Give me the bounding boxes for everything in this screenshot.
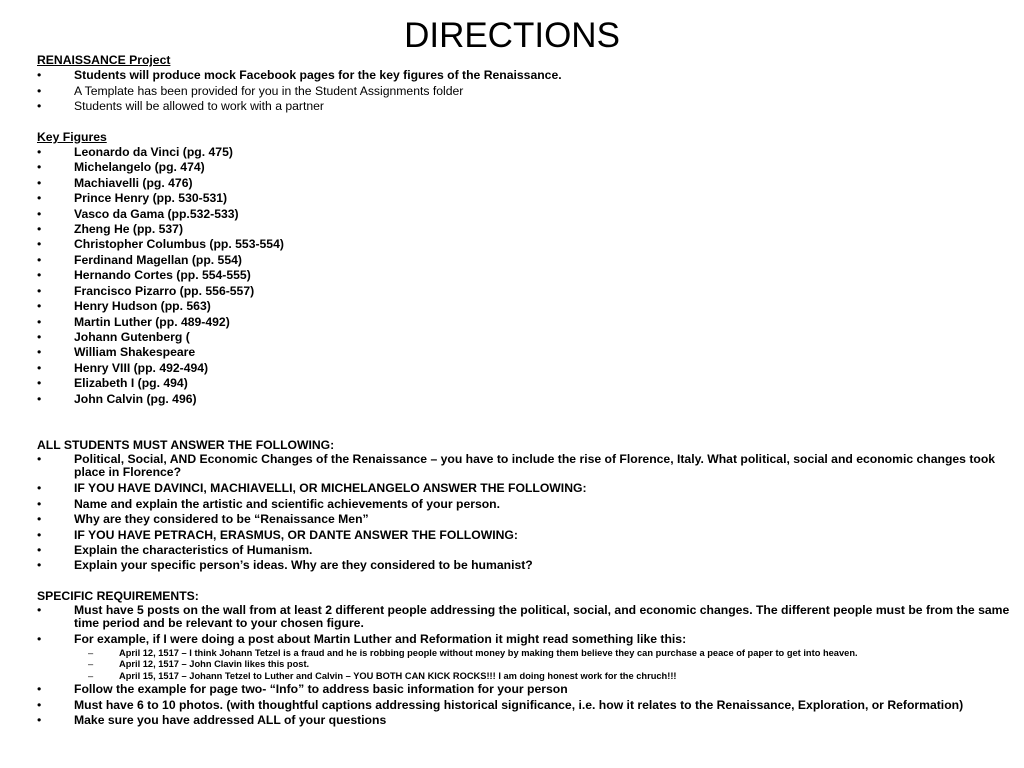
list-item	[37, 68, 1017, 83]
key-figure-text: Martin Luther (pp. 489-492)	[74, 314, 230, 329]
key-figure-item	[37, 160, 1017, 175]
key-figure-item	[37, 361, 1017, 376]
bullet-icon: •	[37, 314, 42, 329]
key-figure-text: Michelangelo (pg. 474)	[74, 160, 205, 175]
bullet-icon: •	[37, 542, 42, 557]
list-item	[37, 84, 1017, 99]
bullet-icon: •	[37, 345, 42, 360]
list-item-text: Make sure you have addressed ALL of your questions	[74, 712, 387, 727]
bullet-icon: •	[37, 512, 42, 527]
key-figure-text: Machiavelli (pg. 476)	[74, 175, 193, 190]
key-figures-list	[37, 145, 1017, 407]
list-item	[37, 528, 1017, 543]
list-item	[37, 481, 1017, 496]
key-figure-item	[37, 268, 1017, 283]
key-figure-text: Francisco Pizarro (pp. 556-557)	[74, 283, 255, 298]
project-list	[37, 68, 1017, 114]
key-figure-text: Christopher Columbus (pp. 553-554)	[74, 237, 284, 252]
key-figure-text: Ferdinand Magellan (pp. 554)	[74, 252, 242, 267]
list-item	[37, 698, 1017, 713]
bullet-icon: •	[37, 712, 42, 727]
key-figure-text: John Calvin (pg. 496)	[74, 391, 197, 406]
bullet-icon: •	[37, 252, 42, 267]
bullet-icon: •	[37, 175, 42, 190]
list-item-text: IF YOU HAVE PETRACH, ERASMUS, OR DANTE ANSWER THE FOLLOWING:	[74, 527, 518, 542]
bullet-icon: •	[37, 391, 42, 406]
list-item	[37, 558, 1017, 573]
bullet-icon: •	[37, 145, 42, 160]
bullet-icon: •	[37, 237, 42, 252]
key-figure-text: Johann Gutenberg (	[74, 329, 190, 344]
bullet-icon: •	[37, 558, 42, 573]
example-post	[37, 648, 1017, 660]
project-heading: RENAISSANCE Project	[37, 53, 171, 67]
list-item-text: For example, if I were doing a post about Martin Luther and Reformation it might read something like this:	[74, 632, 687, 647]
list-item-text: Must have 5 posts on the wall from at least 2 different people addressing the political, social, and economic changes. The different people must be from the same time period and be relevant to your chosen figure.	[74, 603, 1010, 631]
example-post-text: April 12, 1517 – I think Johann Tetzel is a fraud and he is robbing people without money by making them believe they can purchase a peace of paper to get into heaven.	[119, 647, 858, 658]
key-figure-item	[37, 237, 1017, 252]
example-post-text: April 12, 1517 – John Clavin likes this post.	[119, 659, 310, 670]
key-figure-item	[37, 176, 1017, 191]
dash-icon: –	[88, 659, 94, 670]
key-figure-item	[37, 345, 1017, 360]
bullet-icon: •	[37, 299, 42, 314]
list-item-text: Must have 6 to 10 photos. (with thoughtful captions addressing historical significance, i.e. how it relates to the Renaissance, Exploration, or Reformation)	[74, 697, 964, 712]
list-item-text: Name and explain the artistic and scientific achievements of your person.	[74, 496, 501, 511]
bullet-icon: •	[37, 268, 42, 283]
example-post-text: April 15, 1517 – Johann Tetzel to Luther and Calvin – YOU BOTH CAN KICK ROCKS!!! I am doing honest work for the chruch!!!	[119, 670, 677, 681]
key-figure-item	[37, 315, 1017, 330]
dash-icon: –	[88, 647, 94, 658]
list-item	[37, 543, 1017, 558]
list-item-text: Students will be allowed to work with a partner	[74, 99, 324, 114]
key-figure-item	[37, 207, 1017, 222]
requirements-heading: SPECIFIC REQUIREMENTS:	[37, 588, 199, 603]
bullet-icon: •	[37, 376, 42, 391]
key-figure-item	[37, 222, 1017, 237]
list-item-text: IF YOU HAVE DAVINCI, MACHIAVELLI, OR MICHELANGELO ANSWER THE FOLLOWING:	[74, 481, 587, 496]
bullet-icon: •	[37, 160, 42, 175]
key-figure-item	[37, 145, 1017, 160]
bullet-icon: •	[37, 452, 42, 467]
bullet-icon: •	[37, 99, 42, 114]
bullet-icon: •	[37, 191, 42, 206]
key-figure-text: Henry VIII (pp. 492-494)	[74, 360, 209, 375]
list-item-text: Political, Social, AND Economic Changes of the Renaissance – you have to include the rise of Florence, Italy. What political, social and economic changes took place in Florence?	[74, 452, 996, 480]
key-figure-text: Prince Henry (pp. 530-531)	[74, 191, 228, 206]
key-figure-item	[37, 376, 1017, 391]
key-figure-text: Henry Hudson (pp. 563)	[74, 299, 211, 314]
all-students-list	[37, 453, 1017, 573]
key-figure-item	[37, 392, 1017, 407]
list-item	[37, 713, 1017, 728]
list-item	[37, 632, 1017, 647]
requirements-list	[37, 604, 1017, 728]
key-figure-item	[37, 330, 1017, 345]
list-item-text: Explain the characteristics of Humanism.	[74, 542, 313, 557]
bullet-icon: •	[37, 283, 42, 298]
list-item-text: Follow the example for page two- “Info” to address basic information for your person	[74, 682, 568, 697]
key-figure-item	[37, 191, 1017, 206]
key-figures-heading: Key Figures	[37, 129, 107, 144]
bullet-icon: •	[37, 496, 42, 511]
key-figure-item	[37, 253, 1017, 268]
bullet-icon: •	[37, 83, 42, 98]
bullet-icon: •	[37, 481, 42, 496]
list-item	[37, 99, 1017, 114]
key-figure-text: Vasco da Gama (pp.532-533)	[74, 206, 239, 221]
list-item-text: Why are they considered to be “Renaissance Men”	[74, 512, 369, 527]
bullet-icon: •	[37, 527, 42, 542]
bullet-icon: •	[37, 632, 42, 647]
bullet-icon: •	[37, 360, 42, 375]
bullet-icon: •	[37, 329, 42, 344]
key-figure-text: Zheng He (pp. 537)	[74, 222, 184, 237]
example-post	[37, 671, 1017, 683]
directions-content	[37, 53, 1017, 728]
key-figure-text: Leonardo da Vinci (pg. 475)	[74, 145, 233, 160]
bullet-icon: •	[37, 603, 42, 618]
example-post	[37, 659, 1017, 671]
list-item-text: Students will produce mock Facebook pages for the key figures of the Renaissance.	[74, 68, 562, 83]
key-figure-item	[37, 299, 1017, 314]
list-item	[37, 453, 1017, 481]
key-figure-text: Elizabeth I (pg. 494)	[74, 376, 188, 391]
key-figure-text: William Shakespeare	[74, 345, 196, 360]
list-item-text: Explain your specific person’s ideas. Why are they considered to be humanist?	[74, 558, 533, 573]
dash-icon: –	[88, 670, 94, 681]
bullet-icon: •	[37, 68, 42, 83]
bullet-icon: •	[37, 206, 42, 221]
list-item-text: A Template has been provided for you in the Student Assignments folder	[74, 83, 464, 98]
list-item	[37, 512, 1017, 527]
all-students-heading: ALL STUDENTS MUST ANSWER THE FOLLOWING:	[37, 437, 335, 452]
bullet-icon: •	[37, 682, 42, 697]
list-item	[37, 682, 1017, 697]
key-figure-item	[37, 284, 1017, 299]
key-figure-text: Hernando Cortes (pp. 554-555)	[74, 268, 251, 283]
bullet-icon: •	[37, 697, 42, 712]
list-item	[37, 497, 1017, 512]
bullet-icon: •	[37, 222, 42, 237]
page-title: DIRECTIONS	[404, 16, 620, 55]
list-item	[37, 604, 1017, 632]
